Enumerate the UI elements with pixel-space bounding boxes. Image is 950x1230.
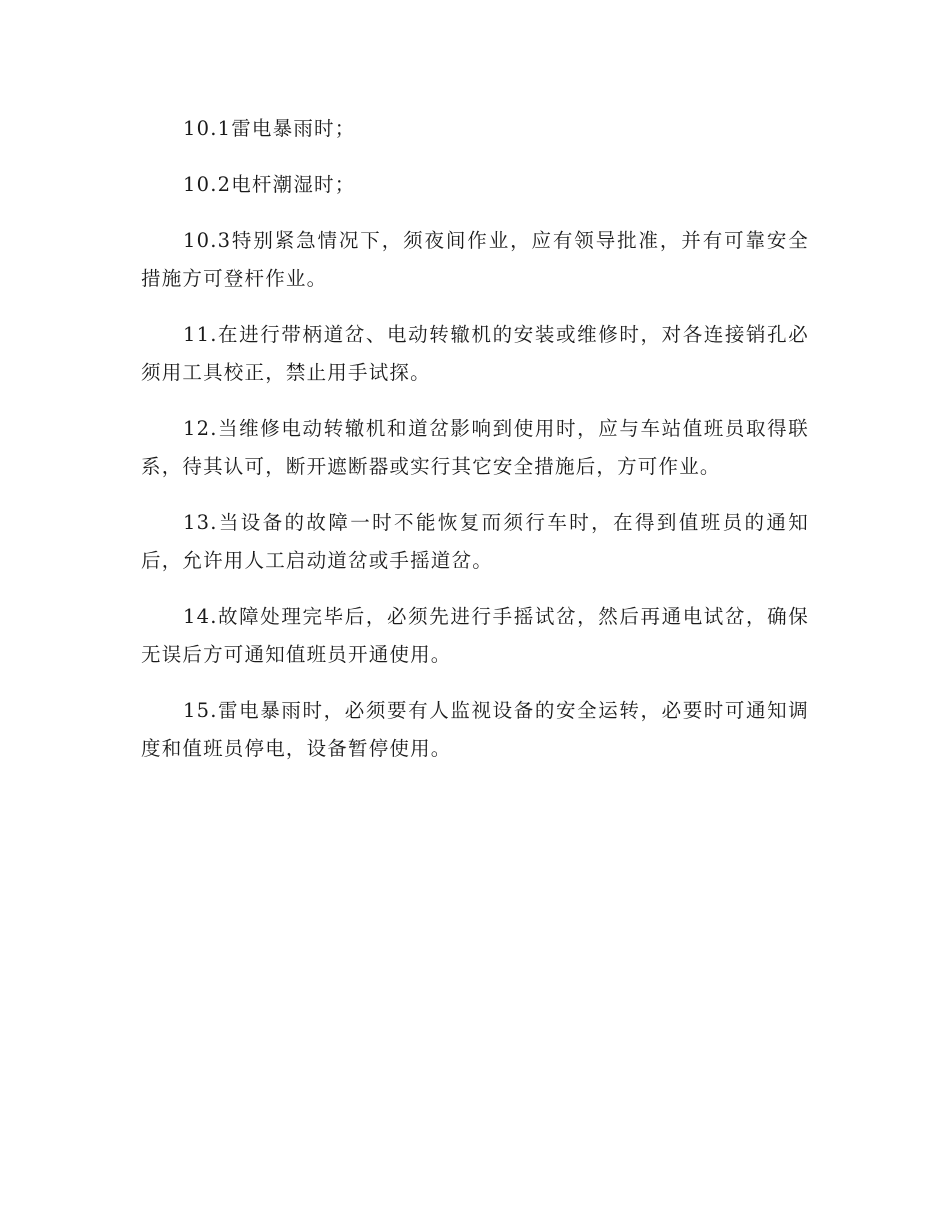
paragraph-10-1: 10.1雷电暴雨时； bbox=[183, 117, 356, 140]
paragraph-12: 12.当维修电动转辙机和道岔影响到使用时，应与车站值班员取得联系，待其认可，断开遮断器或实行其它安全措施后，方可作业。 bbox=[141, 417, 809, 478]
paragraph-14: 14.故障处理完毕后，必须先进行手摇试岔，然后再通电试岔，确保无误后方可通知值班员开通使用。 bbox=[141, 605, 809, 666]
document-body bbox=[141, 110, 809, 786]
paragraph-10-3: 10.3特别紧急情况下，须夜间作业，应有领导批准，并有可靠安全措施方可登杆作业。 bbox=[141, 229, 809, 290]
paragraph-15: 15.雷电暴雨时，必须要有人监视设备的安全运转，必要时可通知调度和值班员停电，设备暂停使用。 bbox=[141, 699, 809, 760]
paragraph-10-2: 10.2电杆潮湿时； bbox=[183, 173, 356, 196]
paragraph-13: 13.当设备的故障一时不能恢复而须行车时，在得到值班员的通知后，允许用人工启动道岔或手摇道岔。 bbox=[141, 511, 809, 572]
paragraph-11: 11.在进行带柄道岔、电动转辙机的安装或维修时，对各连接销孔必须用工具校正，禁止用手试探。 bbox=[141, 323, 809, 384]
